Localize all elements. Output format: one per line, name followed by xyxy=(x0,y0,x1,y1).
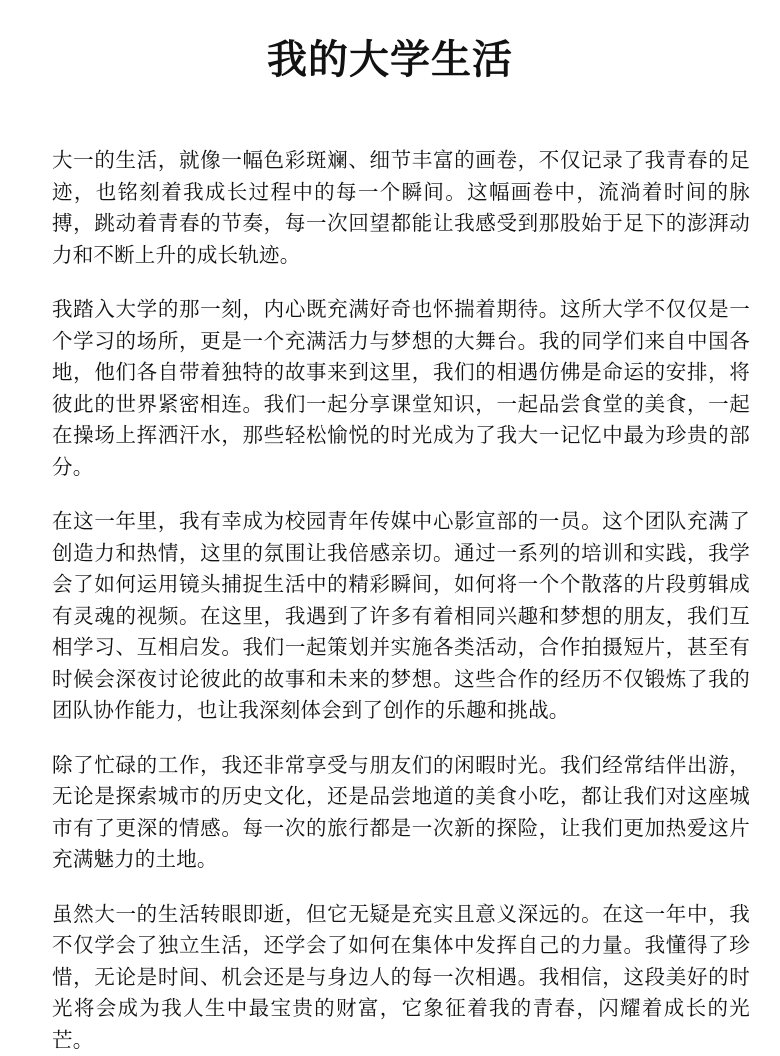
paragraph-5: 虽然大一的生活转眼即逝，但它无疑是充实且意义深远的。在这一年中，我不仅学会了独立生活，还学会了如何在集体中发挥自己的力量。我懂得了珍惜，无论是时间、机会还是与身边人的每一次相遇。我相信，这段美好的时光将会成为我人生中最宝贵的财富，它象征着我的青春，闪耀着成长的光芒。 xyxy=(52,899,750,1056)
document-title: 我的大学生活 xyxy=(52,30,750,90)
paragraph-2: 我踏入大学的那一刻，内心既充满好奇也怀揣着期待。这所大学不仅仅是一个学习的场所，更是一个充满活力与梦想的大舞台。我的同学们来自中国各地，他们各自带着独特的故事来到这里，我们的相遇仿佛是命运的安排，将彼此的世界紧密相连。我们一起分享课堂知识，一起品尝食堂的美食，一起在操场上挥洒汗水，那些轻松愉悦的时光成为了我大一记忆中最为珍贵的部分。 xyxy=(52,294,750,483)
paragraph-3: 在这一年里，我有幸成为校园青年传媒中心影宣部的一员。这个团队充满了创造力和热情，这里的氛围让我倍感亲切。通过一系列的培训和实践，我学会了如何运用镜头捕捉生活中的精彩瞬间，如何将一个个散落的片段剪辑成有灵魂的视频。在这里，我遇到了许多有着相同兴趣和梦想的朋友，我们互相学习、互相启发。我们一起策划并实施各类活动，合作拍摄短片，甚至有时候会深夜讨论彼此的故事和未来的梦想。这些合作的经历不仅锻炼了我的团队协作能力，也让我深刻体会到了创作的乐趣和挑战。 xyxy=(52,506,750,727)
paragraph-1: 大一的生活，就像一幅色彩斑斓、细节丰富的画卷，不仅记录了我青春的足迹，也铭刻着我成长过程中的每一个瞬间。这幅画卷中，流淌着时间的脉搏，跳动着青春的节奏，每一次回望都能让我感受到那股始于足下的澎湃动力和不断上升的成长轨迹。 xyxy=(52,145,750,271)
paragraph-4: 除了忙碌的工作，我还非常享受与朋友们的闲暇时光。我们经常结伴出游，无论是探索城市的历史文化，还是品尝地道的美食小吃，都让我们对这座城市有了更深的情感。每一次的旅行都是一次新的探险，让我们更加热爱这片充满魅力的土地。 xyxy=(52,750,750,876)
document-body xyxy=(52,145,750,1056)
